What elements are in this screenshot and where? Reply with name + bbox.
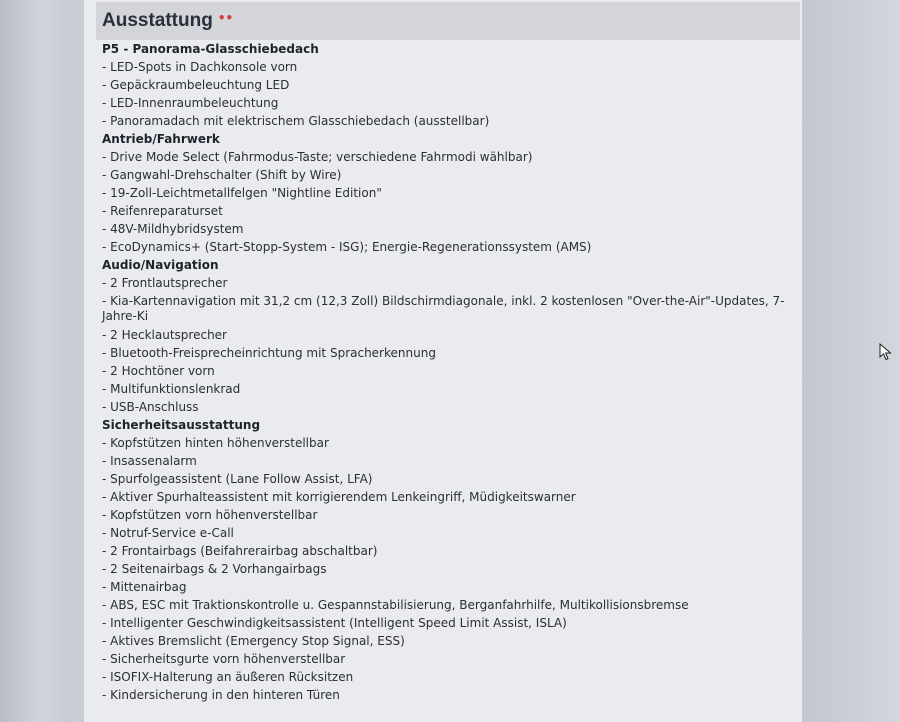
section-header[interactable] — [96, 2, 800, 40]
list-item: - 2 Hecklautsprecher — [102, 328, 227, 342]
list-item: - Panoramadach mit elektrischem Glasschiebedach (ausstellbar) — [102, 114, 490, 128]
group-heading: P5 - Panorama-Glasschiebedach — [102, 42, 319, 56]
equipment-list — [102, 40, 792, 704]
list-item: - Kopfstützen vorn höhenverstellbar — [102, 508, 318, 522]
list-item: - USB-Anschluss — [102, 400, 199, 414]
list-item: - Spurfolgeassistent (Lane Follow Assist, LFA) — [102, 472, 373, 486]
screen-bezel-right — [800, 0, 900, 722]
list-item: - 2 Frontlautsprecher — [102, 276, 228, 290]
list-item: - ABS, ESC mit Traktionskontrolle u. Gespannstabilisierung, Berganfahrhilfe, Multikollisionsbremse — [102, 598, 689, 612]
list-item: - Aktiver Spurhalteassistent mit korrigierendem Lenkeingriff, Müdigkeitswarner — [102, 490, 576, 504]
list-item: - 2 Seitenairbags & 2 Vorhangairbags — [102, 562, 327, 576]
list-item: - LED-Spots in Dachkonsole vorn — [102, 60, 298, 74]
list-item: - 2 Hochtöner vorn — [102, 364, 215, 378]
list-item: - Kia-Kartennavigation mit 31,2 cm (12,3 Zoll) Bildschirmdiagonale, inkl. 2 kostenlosen "Over-the-Air"-Updates, 7-Jahre-Ki — [102, 294, 785, 323]
list-item: - LED-Innenraumbeleuchtung — [102, 96, 279, 110]
list-item: - Intelligenter Geschwindigkeitsassistent (Intelligent Speed Limit Assist, ISLA) — [102, 616, 567, 630]
list-item: - Notruf-Service e-Call — [102, 526, 234, 540]
list-item: - Aktives Bremslicht (Emergency Stop Signal, ESS) — [102, 634, 405, 648]
group-heading: Audio/Navigation — [102, 258, 219, 272]
section-title: Ausstattung — [102, 10, 213, 31]
list-item: - Gepäckraumbeleuchtung LED — [102, 78, 290, 92]
list-item: - Gangwahl-Drehschalter (Shift by Wire) — [102, 168, 342, 182]
group-heading: Antrieb/Fahrwerk — [102, 132, 220, 146]
list-item: - Insassenalarm — [102, 454, 197, 468]
list-item: - 48V-Mildhybridsystem — [102, 222, 244, 236]
list-item: - Reifenreparaturset — [102, 204, 223, 218]
list-item: - Sicherheitsgurte vorn höhenverstellbar — [102, 652, 346, 666]
list-item: - EcoDynamics+ (Start-Stopp-System - ISG); Energie-Regenerationssystem (AMS) — [102, 240, 592, 254]
list-item: - Bluetooth-Freisprecheinrichtung mit Spracherkennung — [102, 346, 436, 360]
list-item: - Kopfstützen hinten höhenverstellbar — [102, 436, 329, 450]
list-item: - 19-Zoll-Leichtmetallfelgen "Nightline Edition" — [102, 186, 382, 200]
mouse-pointer-icon — [879, 343, 893, 361]
list-item: - Mittenairbag — [102, 580, 187, 594]
list-item: - Kindersicherung in den hinteren Türen — [102, 688, 340, 702]
equipment-page — [84, 0, 802, 722]
required-marker: •• — [217, 11, 234, 25]
list-item: - Drive Mode Select (Fahrmodus-Taste; verschiedene Fahrmodi wählbar) — [102, 150, 533, 164]
group-heading: Sicherheitsausstattung — [102, 418, 261, 432]
list-item: - Multifunktionslenkrad — [102, 382, 241, 396]
screen-bezel-left — [0, 0, 70, 722]
list-item: - ISOFIX-Halterung an äußeren Rücksitzen — [102, 670, 354, 684]
list-item: - 2 Frontairbags (Beifahrerairbag abschaltbar) — [102, 544, 378, 558]
